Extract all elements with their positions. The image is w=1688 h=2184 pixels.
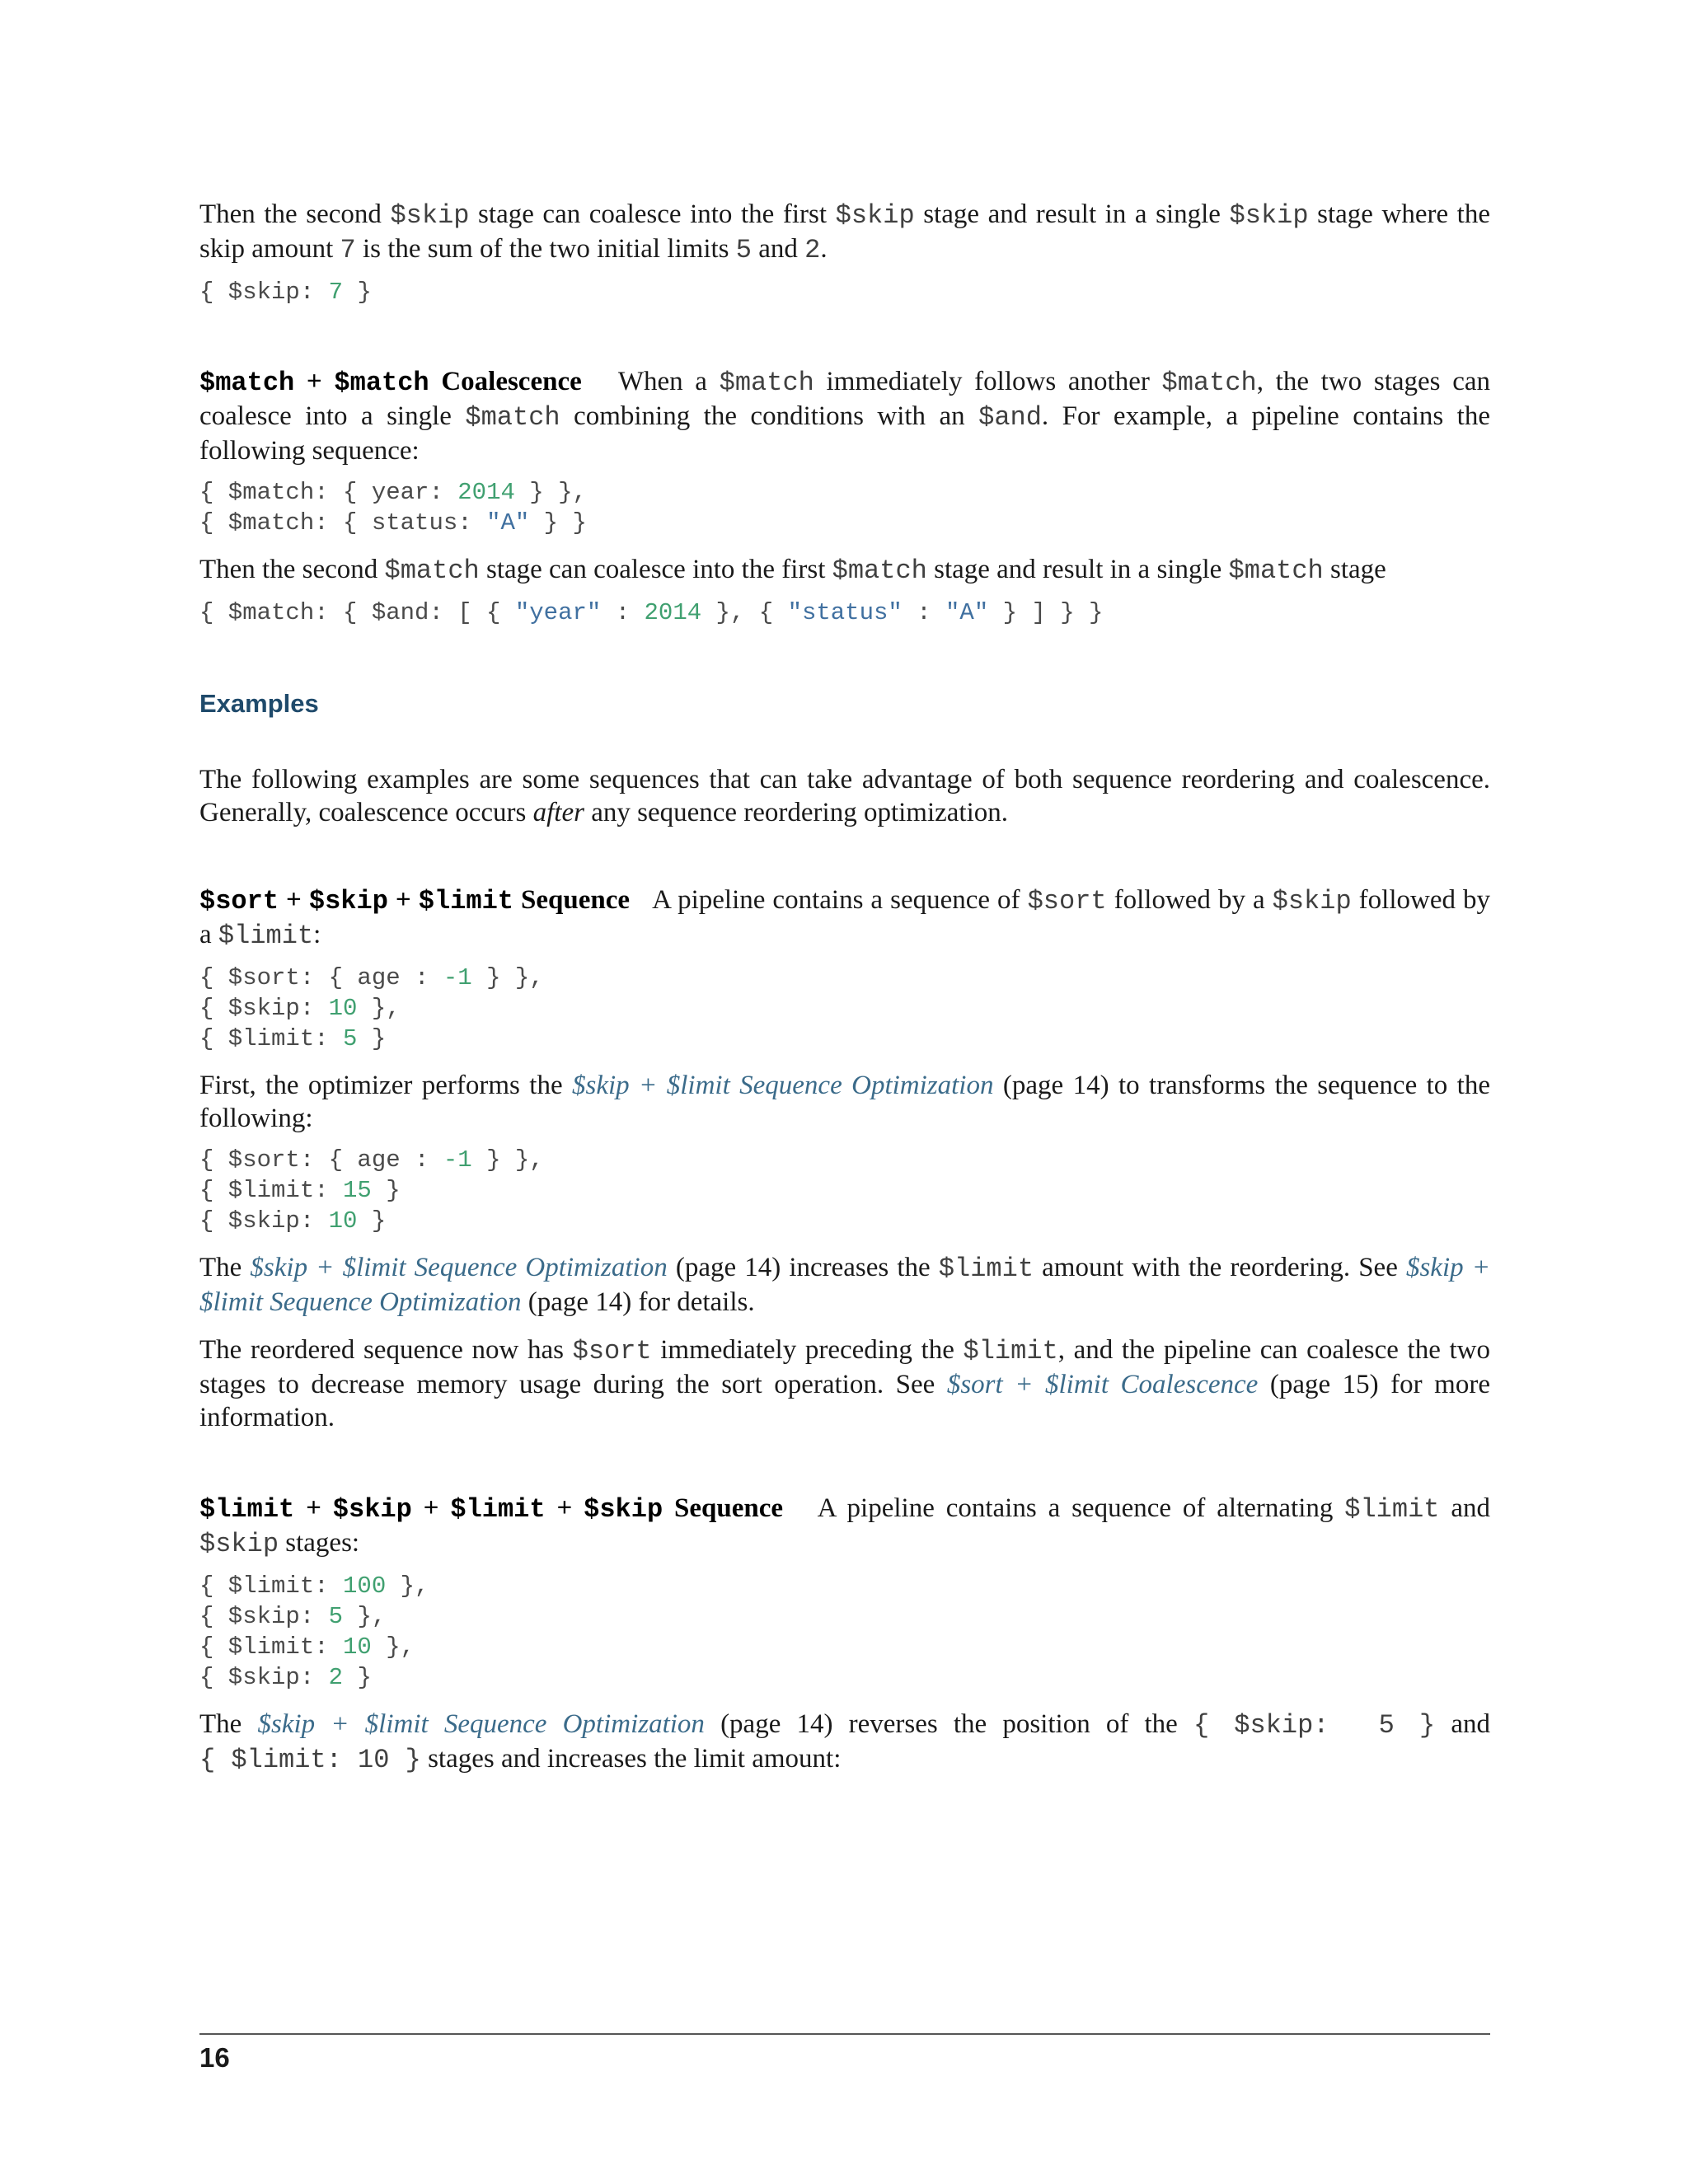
footer-divider (199, 2033, 1490, 2035)
paragraph-limit-skip-sequence: $limit + $skip + $limit + $skip Sequence A pipeline contains a sequence of alternating $limit and $skip stages: (199, 1493, 1490, 1559)
code-block-alternating: { $limit: 100 }, { $skip: 5 }, { $limit: 10 }, { $skip: 2 } (199, 1572, 429, 1691)
code-block-match-pair: { $match: { year: 2014 } }, { $match: { status: "A" } } (199, 479, 587, 537)
paragraph-sort-skip-limit: $sort + $skip + $limit Sequence A pipeline contains a sequence of $sort followed by a $skip followed by a $limit: (199, 885, 1491, 951)
code-block-match-and: { $match: { $and: [ { "year" : 2014 }, { "status" : "A" } ] } } (199, 599, 1104, 626)
page-number: 16 (199, 2042, 230, 2073)
code-block-skip: { $skip: 7 } (199, 279, 372, 306)
paragraph-examples-intro: The following examples are some sequences that can take advantage of both sequence reordering and coalescence. Generally, coalescence occurs after any sequence reordering optimization. (199, 765, 1490, 827)
code-block-reordered: { $sort: { age : -1 } }, { $limit: 15 } { $skip: 10 } (199, 1146, 544, 1235)
paragraph-match-coalescence: $match + $match Coalescence When a $match immediately follows another $match, the two stages can coalesce into a single $match combining the conditions with an $and. For example, a pipeline contains the following sequence: (199, 367, 1491, 466)
paragraph-reverse-position: The $skip + $limit Sequence Optimization (page 14) reverses the position of the { $skip: 5 } and { $limit: 10 } stages and increases the limit amount: (199, 1709, 1490, 1775)
link-skip-limit-optimization[interactable]: $skip + $limit Sequence Optimization (250, 1253, 668, 1282)
paragraph-match-result: Then the second $match stage can coalesce into the first $match stage and result in a single $match stage (199, 555, 1386, 586)
document-page (199, 198, 1490, 1777)
link-sort-limit-coalescence[interactable]: $sort + $limit Coalescence (946, 1370, 1259, 1399)
code-block-sort-skip-limit: { $sort: { age : -1 } }, { $skip: 10 }, { $limit: 5 } (199, 964, 544, 1052)
paragraph-skip-coalesce: Then the second $skip stage can coalesce into the first $skip stage and result in a single $skip stage where the skip amount 7 is the sum of the two initial limits 5 and 2. (199, 199, 1490, 265)
paragraph-limit-increase: The $skip + $limit Sequence Optimization (page 14) increases the $limit amount with the reordering. See $skip + $limit Sequence Optimization (page 14) for details. (199, 1253, 1491, 1317)
paragraph-sort-limit-coalesce: The reordered sequence now has $sort immediately preceding the $limit, and the pipeline can coalesce the two stages to decrease memory usage during the sort operation. See $sort + $limit Coalescence (page 15) for more information. (199, 1335, 1490, 1432)
link-skip-limit-optimization[interactable]: $skip + $limit Sequence Optimization (572, 1071, 994, 1100)
paragraph-optimizer-first: First, the optimizer performs the $skip + $limit Sequence Optimization (page 14) to transforms the sequence to the following: (199, 1071, 1490, 1133)
examples-heading: Examples (199, 689, 319, 718)
link-skip-limit-optimization[interactable]: $skip + $limit Sequence Optimization (199, 1253, 1491, 1317)
link-skip-limit-optimization[interactable]: $skip + $limit Sequence Optimization (257, 1709, 705, 1739)
